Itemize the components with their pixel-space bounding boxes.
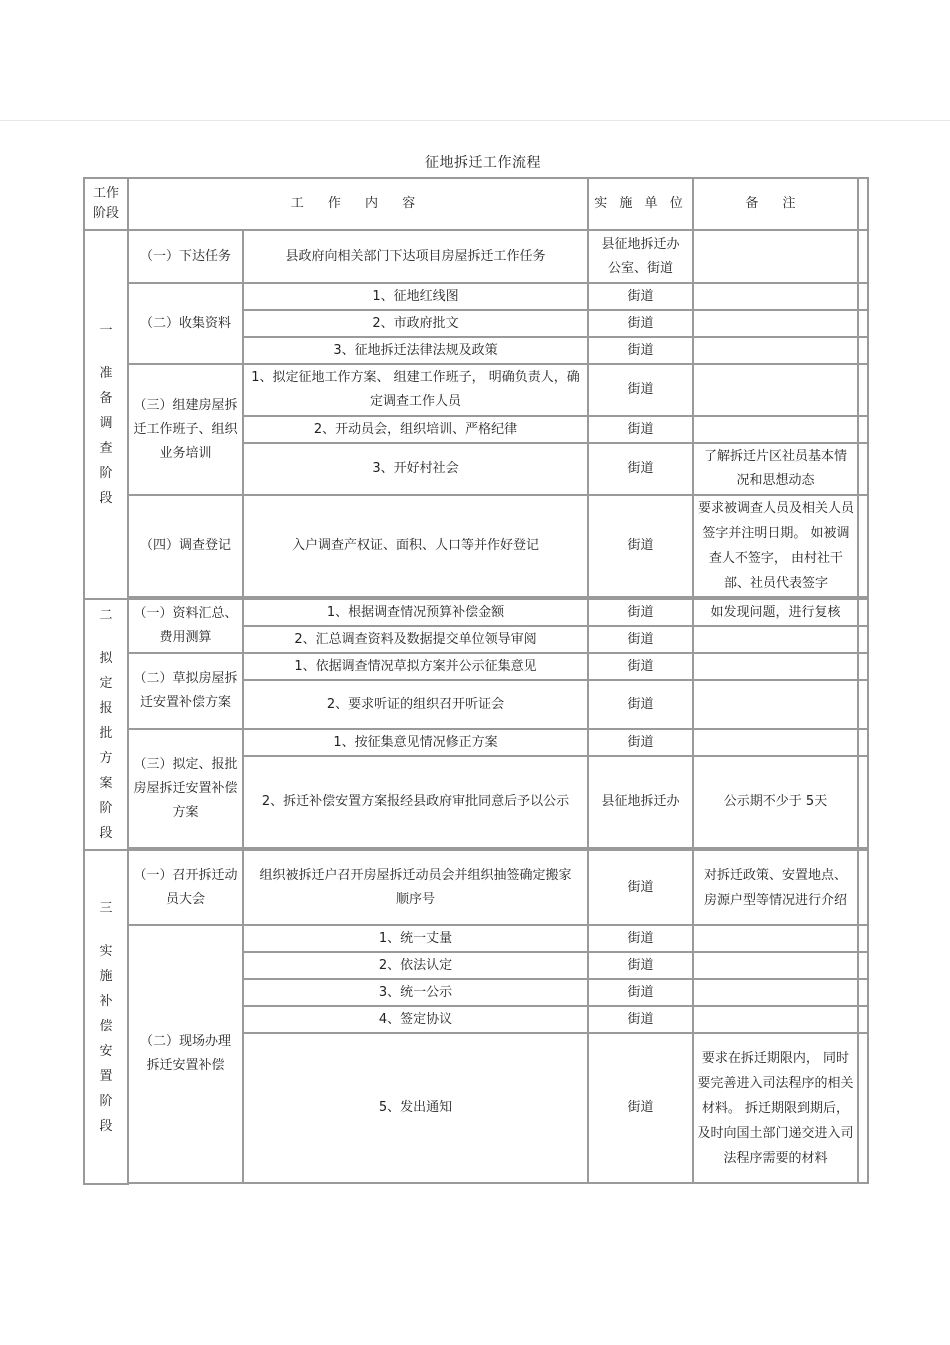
task-remark bbox=[693, 310, 858, 337]
workflow-table bbox=[83, 177, 869, 1185]
task-item: 2、市政府批文 bbox=[243, 310, 588, 337]
task-remark bbox=[693, 626, 858, 653]
task-item: 5、发出通知 bbox=[243, 1033, 588, 1183]
task-unit: 街道 bbox=[588, 443, 693, 495]
task-label: （二）现场办理拆迁安置补偿 bbox=[128, 925, 243, 1183]
task-remark: 了解拆迁片区社员基本情况和思想动态 bbox=[693, 443, 858, 495]
task-remark bbox=[693, 337, 858, 364]
stage-label: 三 实 施 补 偿 安 置 阶 段 bbox=[84, 850, 128, 1184]
task-unit: 街道 bbox=[588, 599, 693, 626]
task-remark bbox=[693, 416, 858, 443]
task-remark: 如发现问题，进行复核 bbox=[693, 599, 858, 626]
table-header-row bbox=[84, 178, 868, 230]
task-unit: 县征地拆迁办 bbox=[588, 756, 693, 848]
task-unit: 街道 bbox=[588, 416, 693, 443]
task-unit: 街道 bbox=[588, 729, 693, 756]
task-item: 2、拆迁补偿安置方案报经县政府审批同意后予以公示 bbox=[243, 756, 588, 848]
task-item: 3、征地拆迁法律法规及政策 bbox=[243, 337, 588, 364]
task-remark bbox=[693, 729, 858, 756]
task-unit: 街道 bbox=[588, 1033, 693, 1183]
task-item: 1、按征集意见情况修正方案 bbox=[243, 729, 588, 756]
task-remark: 要求在拆迁期限内， 同时要完善进入司法程序的相关材料。 拆迁期限到期后，及时向国土部门递交进入司法程序需要的材料 bbox=[693, 1033, 858, 1183]
task-unit: 街道 bbox=[588, 337, 693, 364]
table-row bbox=[84, 925, 868, 952]
task-remark bbox=[693, 283, 858, 310]
task-content: 组织被拆迁户召开房屋拆迁动员会并组织抽签确定搬家顺序号 bbox=[243, 850, 588, 925]
task-item: 1、拟定征地工作方案、 组建工作班子， 明确负责人，确定调查工作人员 bbox=[243, 364, 588, 416]
header-content: 工 作 内 容 bbox=[128, 178, 588, 230]
task-content: 入户调查产权证、面积、人口等并作好登记 bbox=[243, 495, 588, 597]
document-title: 征地拆迁工作流程 bbox=[425, 155, 541, 171]
task-label: （一）下达任务 bbox=[128, 230, 243, 283]
table-row bbox=[84, 495, 868, 597]
task-remark: 要求被调查人员及相关人员签字并注明日期。 如被调查人不签字， 由村社干部、社员代表签字 bbox=[693, 495, 858, 597]
stage-label: 一 准 备 调 查 阶 段 bbox=[84, 230, 128, 599]
task-label: （三）拟定、报批房屋拆迁安置补偿方案 bbox=[128, 729, 243, 848]
task-remark bbox=[693, 364, 858, 416]
page-top-rule bbox=[0, 120, 950, 121]
task-remark bbox=[693, 230, 858, 283]
task-unit: 街道 bbox=[588, 653, 693, 680]
task-remark bbox=[693, 925, 858, 952]
task-unit: 街道 bbox=[588, 952, 693, 979]
task-remark bbox=[693, 653, 858, 680]
task-label: （二）草拟房屋拆迁安置补偿方案 bbox=[128, 653, 243, 729]
task-item: 1、根据调查情况预算补偿金额 bbox=[243, 599, 588, 626]
task-unit: 街道 bbox=[588, 495, 693, 597]
task-label: （一）召开拆迁动员大会 bbox=[128, 850, 243, 925]
task-remark: 对拆迁政策、安置地点、房源户型等情况进行介绍 bbox=[693, 850, 858, 925]
table-row bbox=[84, 230, 868, 283]
task-label: （四）调查登记 bbox=[128, 495, 243, 597]
task-label: （三）组建房屋拆迁工作班子、组织业务培训 bbox=[128, 364, 243, 495]
table-row bbox=[84, 729, 868, 756]
task-item: 2、开动员会，组织培训、严格纪律 bbox=[243, 416, 588, 443]
table-row bbox=[84, 850, 868, 925]
table-row bbox=[84, 283, 868, 310]
task-unit: 街道 bbox=[588, 364, 693, 416]
table-row bbox=[84, 364, 868, 416]
task-content: 县政府向相关部门下达项目房屋拆迁工作任务 bbox=[243, 230, 588, 283]
task-unit: 街道 bbox=[588, 626, 693, 653]
task-item: 3、开好村社会 bbox=[243, 443, 588, 495]
task-item: 1、依据调查情况草拟方案并公示征集意见 bbox=[243, 653, 588, 680]
task-remark bbox=[693, 979, 858, 1006]
task-label: （二）收集资料 bbox=[128, 283, 243, 364]
task-label: （一）资料汇总、费用测算 bbox=[128, 599, 243, 653]
header-stage: 工作阶段 bbox=[84, 178, 128, 230]
table-row bbox=[84, 599, 868, 626]
task-remark bbox=[693, 952, 858, 979]
header-remark: 备 注 bbox=[693, 178, 858, 230]
task-item: 1、统一丈量 bbox=[243, 925, 588, 952]
task-unit: 街道 bbox=[588, 1006, 693, 1033]
task-unit: 街道 bbox=[588, 310, 693, 337]
header-unit: 实 施 单 位 bbox=[588, 178, 693, 230]
task-item: 2、汇总调查资料及数据提交单位领导审阅 bbox=[243, 626, 588, 653]
task-item: 2、要求听证的组织召开听证会 bbox=[243, 680, 588, 729]
task-unit: 街道 bbox=[588, 925, 693, 952]
task-item: 1、征地红线图 bbox=[243, 283, 588, 310]
task-item: 4、签定协议 bbox=[243, 1006, 588, 1033]
task-item: 2、依法认定 bbox=[243, 952, 588, 979]
task-item: 3、统一公示 bbox=[243, 979, 588, 1006]
stage-label: 二 拟 定 报 批 方 案 阶 段 bbox=[84, 599, 128, 850]
task-unit: 县征地拆迁办公室、街道 bbox=[588, 230, 693, 283]
task-unit: 街道 bbox=[588, 283, 693, 310]
task-remark: 公示期不少于 5天 bbox=[693, 756, 858, 848]
table-row bbox=[84, 653, 868, 680]
task-unit: 街道 bbox=[588, 680, 693, 729]
task-remark bbox=[693, 680, 858, 729]
task-unit: 街道 bbox=[588, 979, 693, 1006]
task-unit: 街道 bbox=[588, 850, 693, 925]
task-remark bbox=[693, 1006, 858, 1033]
